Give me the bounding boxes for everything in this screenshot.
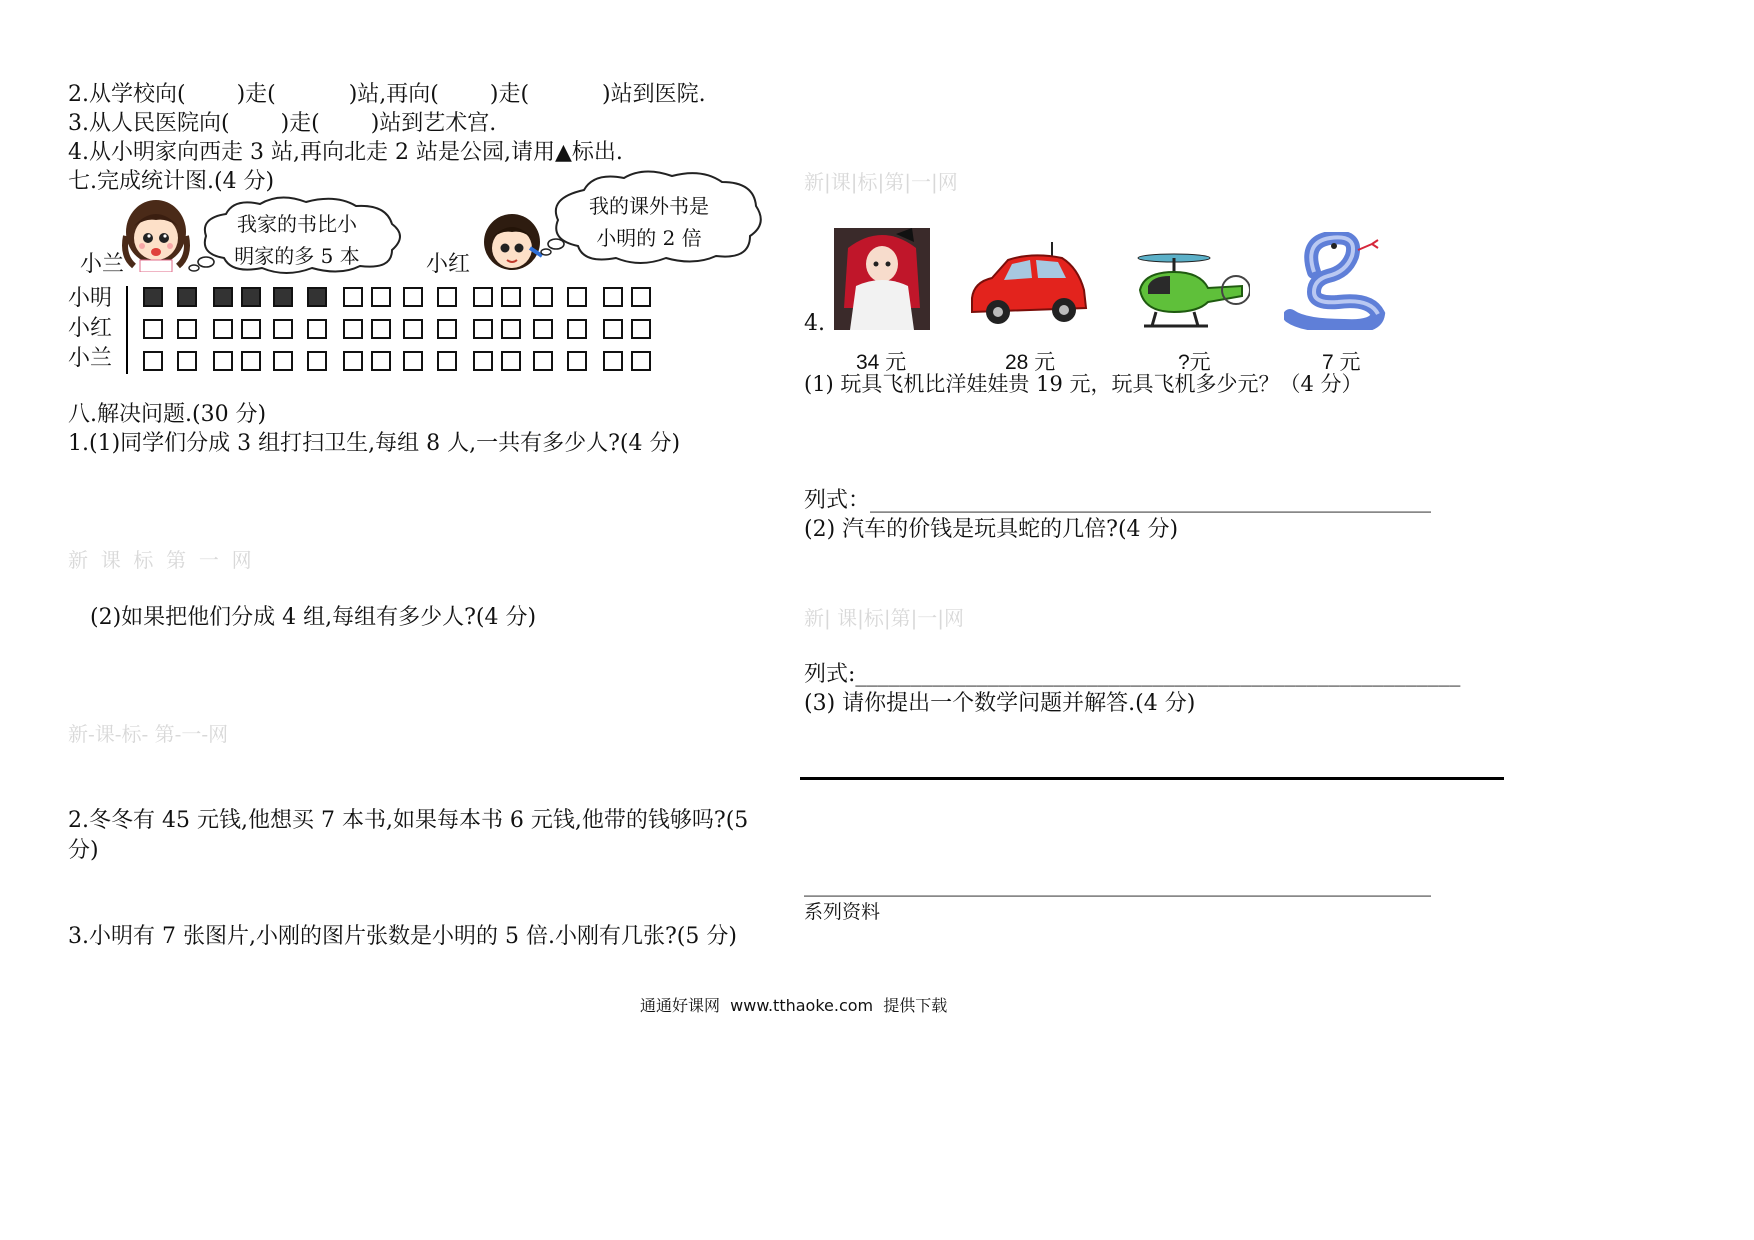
stat-box-3-12[interactable] [502, 352, 520, 370]
stat-box-3-1[interactable] [144, 352, 162, 370]
stat-box-1-6[interactable] [308, 288, 326, 306]
stat-box-3-10[interactable] [438, 352, 456, 370]
stat-box-1-12[interactable] [502, 288, 520, 306]
stat-box-3-16[interactable] [632, 352, 650, 370]
stat-box-2-7[interactable] [344, 320, 362, 338]
car-icon [966, 238, 1090, 330]
stat-box-2-2[interactable] [178, 320, 196, 338]
row-label-xiaolan: 小兰 [68, 346, 113, 371]
question-4-number: 4. [804, 311, 825, 336]
stat-box-3-13[interactable] [534, 352, 552, 370]
price-snake: 7 元 [1322, 351, 1361, 374]
bubble-hong-text [574, 190, 724, 254]
watermark-1: 新 课 标 第 一 网 [68, 548, 252, 572]
row-label-xiaoming: 小明 [68, 286, 113, 311]
stat-box-1-9[interactable] [404, 288, 422, 306]
stat-box-2-12[interactable] [502, 320, 520, 338]
stat-box-3-9[interactable] [404, 352, 422, 370]
price-doll: 34 元 [856, 351, 907, 374]
girl-hong-icon [480, 212, 546, 272]
stat-box-1-16[interactable] [632, 288, 650, 306]
row-label-xiaohong: 小红 [68, 316, 113, 341]
stat-box-1-15[interactable] [604, 288, 622, 306]
answer-line[interactable]: _________________________________________________________ [804, 872, 1431, 897]
formula-line-1[interactable]: 列式：___________________________________________________ [804, 488, 1432, 513]
bubble-lan-line-2: 明家的多 5 本 [234, 244, 360, 268]
stat-box-1-4[interactable] [242, 288, 260, 306]
snake-icon [1284, 232, 1388, 330]
sub-question-2: (2) 汽车的价钱是玩具蛇的几倍?(4 分) [804, 517, 1179, 542]
problem-2-line-1: 2.冬冬有 45 元钱,他想买 7 本书,如果每本书 6 元钱,他带的钱够吗?(5 [68, 808, 749, 833]
footer-credit: 通通好课网 www.tthaoke.com 提供下载 [640, 996, 948, 1015]
girl-lan-icon [120, 196, 192, 272]
bubble-hong-line-1: 我的课外书是 [589, 194, 709, 218]
section-7-title: 七.完成统计图.(4 分) [68, 169, 275, 194]
stat-box-1-3[interactable] [214, 288, 232, 306]
stat-box-2-10[interactable] [438, 320, 456, 338]
stat-box-1-1[interactable] [144, 288, 162, 306]
formula-line-2[interactable]: 列式:_______________________________________________________ [804, 662, 1461, 687]
problem-1-part-1: 1.(1)同学们分成 3 组打扫卫生,每组 8 人,一共有多少人?(4 分) [68, 431, 681, 456]
stat-box-2-6[interactable] [308, 320, 326, 338]
stat-box-3-4[interactable] [242, 352, 260, 370]
problem-1-part-2: (2)如果把他们分成 4 组,每组有多少人?(4 分) [90, 605, 537, 630]
question-2: 2.从学校向( )走( )站,再向( )走( )站到医院. [68, 82, 706, 107]
statistics-boxes[interactable] [140, 284, 670, 380]
stat-box-2-16[interactable] [632, 320, 650, 338]
stat-box-3-14[interactable] [568, 352, 586, 370]
sub-question-3: (3) 请你提出一个数学问题并解答.(4 分) [804, 691, 1196, 716]
stat-box-2-4[interactable] [242, 320, 260, 338]
problem-2-line-2: 分) [68, 838, 99, 863]
price-helicopter: ?元 [1178, 351, 1211, 374]
label-xiaohong: 小红 [426, 252, 471, 277]
stat-box-1-10[interactable] [438, 288, 456, 306]
stat-box-3-15[interactable] [604, 352, 622, 370]
bubble-lan-text [222, 208, 372, 272]
watermark-2: 新-课-标- 第-一-网 [68, 722, 229, 746]
stat-box-3-8[interactable] [372, 352, 390, 370]
question-3: 3.从人民医院向( )走( )站到艺术宫. [68, 111, 497, 136]
helicopter-icon [1134, 246, 1250, 332]
stat-box-2-9[interactable] [404, 320, 422, 338]
stat-box-2-1[interactable] [144, 320, 162, 338]
problem-3: 3.小明有 7 张图片,小刚的图片张数是小明的 5 倍.小刚有几张?(5 分) [68, 924, 737, 949]
stat-box-1-14[interactable] [568, 288, 586, 306]
answer-rule-bold [800, 777, 1504, 780]
stat-box-2-3[interactable] [214, 320, 232, 338]
bubble-lan-line-1: 我家的书比小 [237, 212, 357, 236]
stat-box-1-5[interactable] [274, 288, 292, 306]
stat-box-3-7[interactable] [344, 352, 362, 370]
watermark-mid-right: 新| 课|标|第|一|网 [804, 606, 965, 630]
stat-box-3-6[interactable] [308, 352, 326, 370]
question-4: 4.从小明家向西走 3 站,再向北走 2 站是公园,请用▲标出. [68, 140, 623, 165]
section-8-title: 八.解决问题.(30 分) [68, 402, 267, 427]
stat-box-1-8[interactable] [372, 288, 390, 306]
stat-box-3-5[interactable] [274, 352, 292, 370]
doll-icon [834, 228, 930, 330]
stat-box-2-14[interactable] [568, 320, 586, 338]
watermark-top-right: 新|课|标|第|一|网 [804, 170, 958, 194]
stat-box-2-8[interactable] [372, 320, 390, 338]
chart-axis [126, 286, 128, 374]
bubble-hong-line-2: 小明的 2 倍 [596, 226, 702, 250]
stat-box-3-11[interactable] [474, 352, 492, 370]
stat-box-1-11[interactable] [474, 288, 492, 306]
label-xiaolan: 小兰 [80, 252, 125, 277]
price-car: 28 元 [1005, 351, 1056, 374]
stat-box-1-13[interactable] [534, 288, 552, 306]
series-label: 系列资料 [804, 901, 881, 923]
stat-box-3-2[interactable] [178, 352, 196, 370]
stat-box-2-11[interactable] [474, 320, 492, 338]
stat-box-1-7[interactable] [344, 288, 362, 306]
stat-box-1-2[interactable] [178, 288, 196, 306]
sub-question-1: (1) 玩具飞机比洋娃娃贵 19 元，玩具飞机多少元？（4 分） [804, 372, 1363, 396]
stat-box-3-3[interactable] [214, 352, 232, 370]
stat-box-2-13[interactable] [534, 320, 552, 338]
stat-box-2-15[interactable] [604, 320, 622, 338]
stat-box-2-5[interactable] [274, 320, 292, 338]
